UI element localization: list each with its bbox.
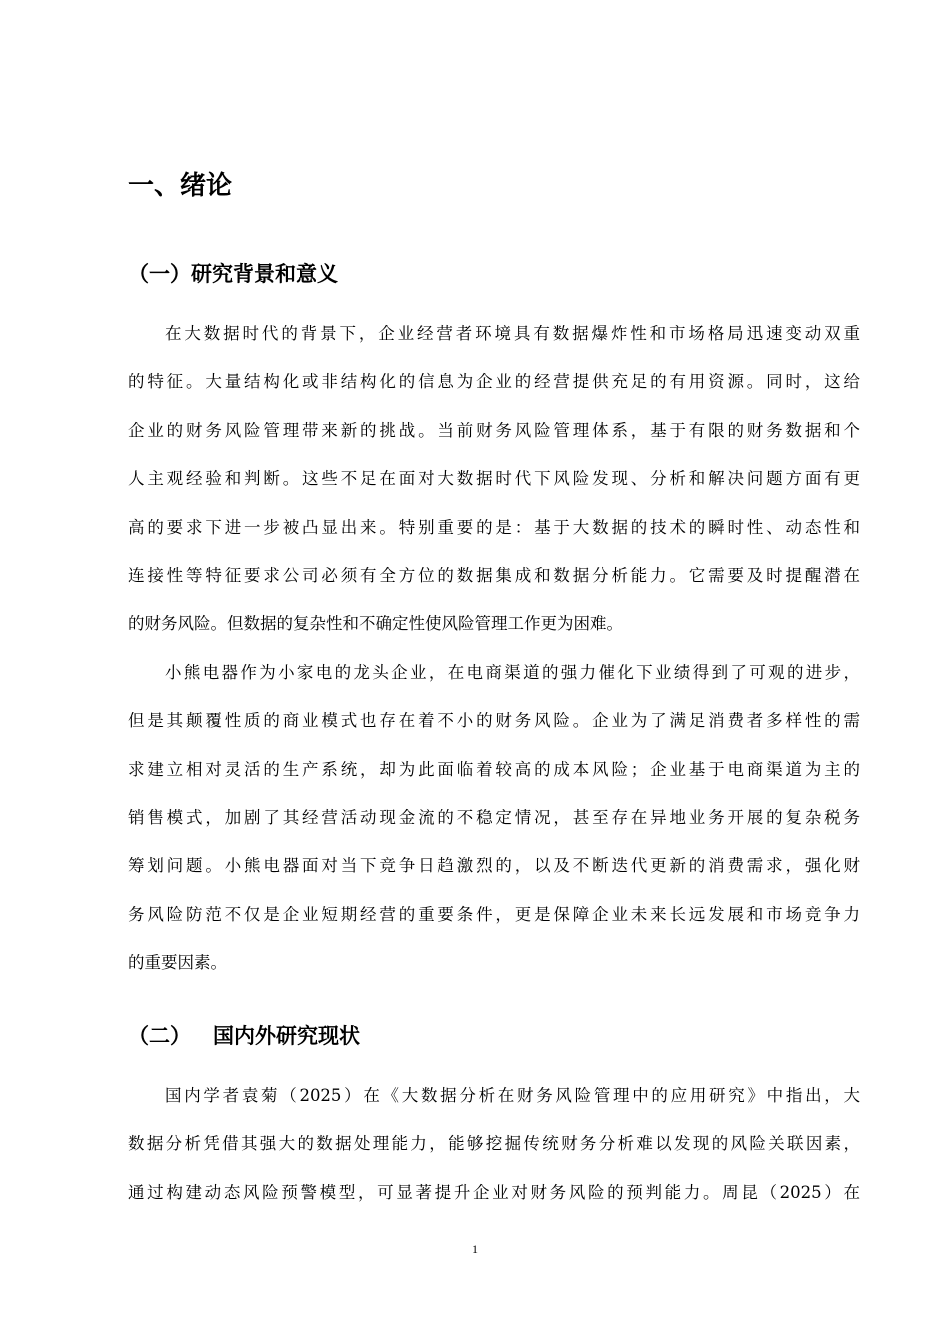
section-number: （一） <box>128 262 191 286</box>
section-title: 国内外研究现状 <box>213 1024 360 1048</box>
chapter-heading: 一、绪论 <box>128 171 233 201</box>
paragraph-line: 数据分析凭借其强大的数据处理能力，能够挖掘传统财务分析难以发现的风险关联因素， <box>128 1134 860 1154</box>
paragraph-line: 求建立相对灵活的生产系统，却为此面临着较高的成本风险；企业基于电商渠道为主的 <box>128 759 860 779</box>
paragraph-line: 销售模式，加剧了其经营活动现金流的不稳定情况，甚至存在异地业务开展的复杂税务 <box>128 807 860 827</box>
section-heading-research-status <box>128 1021 360 1051</box>
section-number: （二） <box>128 1024 191 1048</box>
paragraph-line: 在大数据时代的背景下，企业经营者环境具有数据爆炸性和市场格局迅速变动双重 <box>165 324 860 343</box>
paragraph-line: 通过构建动态风险预警模型，可显著提升企业对财务风险的预判能力。周昆（2025）在 <box>128 1182 860 1202</box>
paragraph-line: 的财务风险。但数据的复杂性和不确定性使风险管理工作更为困难。 <box>128 614 623 634</box>
page-number: 1 <box>472 1242 478 1256</box>
section-heading-background <box>128 259 338 289</box>
paragraph-line: 务风险防范不仅是企业短期经营的重要条件，更是保障企业未来长远发展和市场竞争力 <box>128 904 860 924</box>
paragraph-line: 连接性等特征要求公司必须有全方位的数据集成和数据分析能力。它需要及时提醒潜在 <box>128 565 860 585</box>
paragraph-line: 高的要求下进一步被凸显出来。特别重要的是：基于大数据的技术的瞬时性、动态性和 <box>128 517 860 537</box>
paragraph-line: 企业的财务风险管理带来新的挑战。当前财务风险管理体系，基于有限的财务数据和个 <box>128 420 860 440</box>
research-status-paragraph <box>128 1072 860 1217</box>
paragraph-line: 国内学者袁菊（2025）在《大数据分析在财务风险管理中的应用研究》中指出，大 <box>165 1086 860 1105</box>
paragraph-line: 筹划问题。小熊电器面对当下竞争日趋激烈的，以及不断迭代更新的消费需求，强化财 <box>128 856 860 876</box>
background-paragraphs <box>128 310 860 987</box>
paragraph-line: 的特征。大量结构化或非结构化的信息为企业的经营提供充足的有用资源。同时，这给 <box>128 372 860 392</box>
paragraph-line: 的重要因素。 <box>128 953 227 973</box>
section-title: 研究背景和意义 <box>191 262 338 286</box>
paragraph-line: 小熊电器作为小家电的龙头企业，在电商渠道的强力催化下业绩得到了可观的进步， <box>165 662 860 682</box>
paragraph-line: 人主观经验和判断。这些不足在面对大数据时代下风险发现、分析和解决问题方面有更 <box>128 469 860 489</box>
paragraph-line: 但是其颠覆性质的商业模式也存在着不小的财务风险。企业为了满足消费者多样性的需 <box>128 711 860 731</box>
